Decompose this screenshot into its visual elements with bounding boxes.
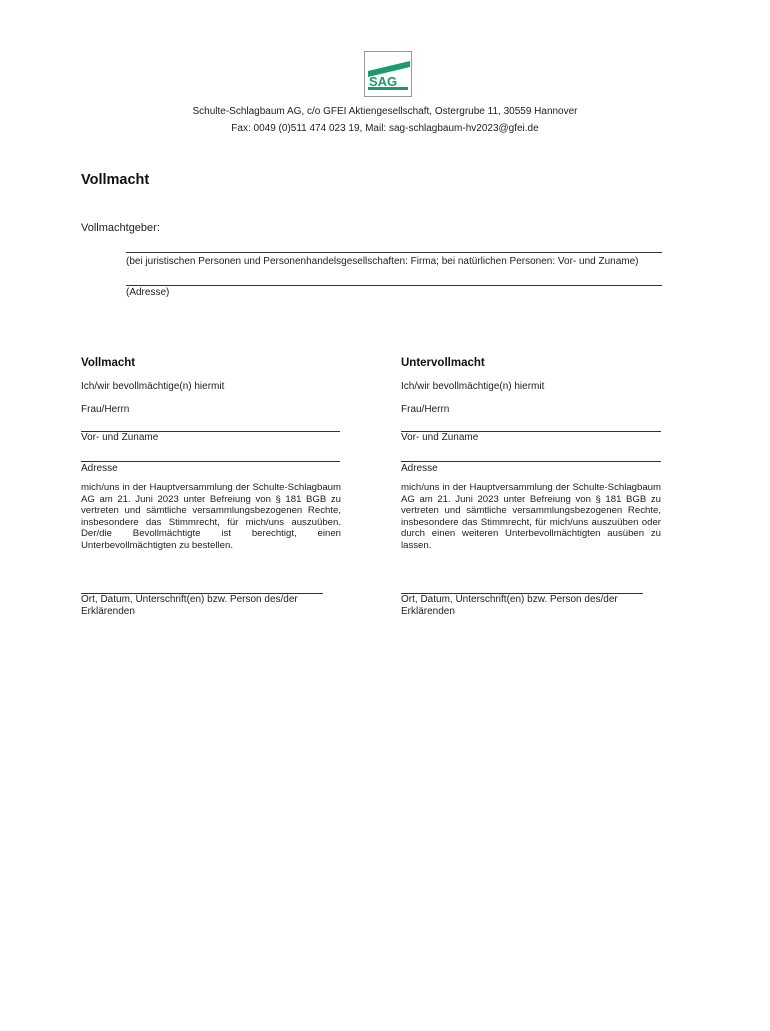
subproxy-intro: Ich/wir bevollmächtige(n) hiermit (401, 381, 545, 392)
subproxy-salutation: Frau/Herrn (401, 404, 450, 415)
proxy-address-label: Adresse (81, 463, 118, 474)
subproxy-title: Untervollmacht (401, 357, 485, 369)
grantor-label: Vollmachtgeber: (81, 222, 160, 234)
proxy-salutation: Frau/Herrn (81, 404, 130, 415)
proxy-title: Vollmacht (81, 357, 136, 369)
proxy-intro: Ich/wir bevollmächtige(n) hiermit (81, 381, 225, 392)
company-address: Schulte-Schlagbaum AG, c/o GFEI Aktiengesellschaft, Ostergrube 11, 30559 Hannover (192, 106, 578, 117)
grantor-address-hint: (Adresse) (126, 287, 170, 298)
grantor-name-hint: (bei juristischen Personen und Personenhandelsgesellschaften: Firma; bei natürlichen Personen: Vor- und Zuname) (126, 256, 639, 267)
subproxy-address-line[interactable] (401, 461, 661, 462)
company-logo (364, 51, 412, 97)
subproxy-signature-label: Ort, Datum, Unterschrift(en) bzw. Person des/der Erklärenden (401, 594, 618, 617)
grantor-name-line[interactable] (126, 252, 662, 253)
logo-text: SAG (369, 74, 398, 89)
subproxy-body-text: mich/uns in der Hauptversammlung der Schulte-Schlagbaum AG am 21. Juni 2023 unter Befreiung von § 181 BGB zu vertreten und sämtliche versammlungsbezogenen Rechte, insbesondere das Stimmrecht, für mich/uns auszuüben oder durch einen weiteren Unterbevollmächtigten ausüben zu lassen. (401, 482, 661, 551)
proxy-signature-label: Ort, Datum, Unterschrift(en) bzw. Person des/der Erklärenden (81, 594, 298, 617)
proxy-address-line[interactable] (81, 461, 340, 462)
subproxy-address-label: Adresse (401, 463, 438, 474)
proxy-name-label: Vor- und Zuname (81, 432, 159, 443)
grantor-address-line[interactable] (126, 285, 662, 286)
company-contact: Fax: 0049 (0)511 474 023 19, Mail: sag-schlagbaum-hv2023@gfei.de (231, 123, 539, 134)
proxy-body-text: mich/uns in der Hauptversammlung der Schulte-Schlagbaum AG am 21. Juni 2023 unter Befreiung von § 181 BGB zu vertreten und sämtliche versammlungsbezogenen Rechte, insbesondere das Stimmrecht, für mich/uns auszuüben. Der/die Bevollmächtigte ist berechtigt, einen Unterbevollmächtigten zu bestellen. (81, 482, 341, 551)
page-title: Vollmacht (81, 172, 150, 188)
subproxy-name-label: Vor- und Zuname (401, 432, 479, 443)
